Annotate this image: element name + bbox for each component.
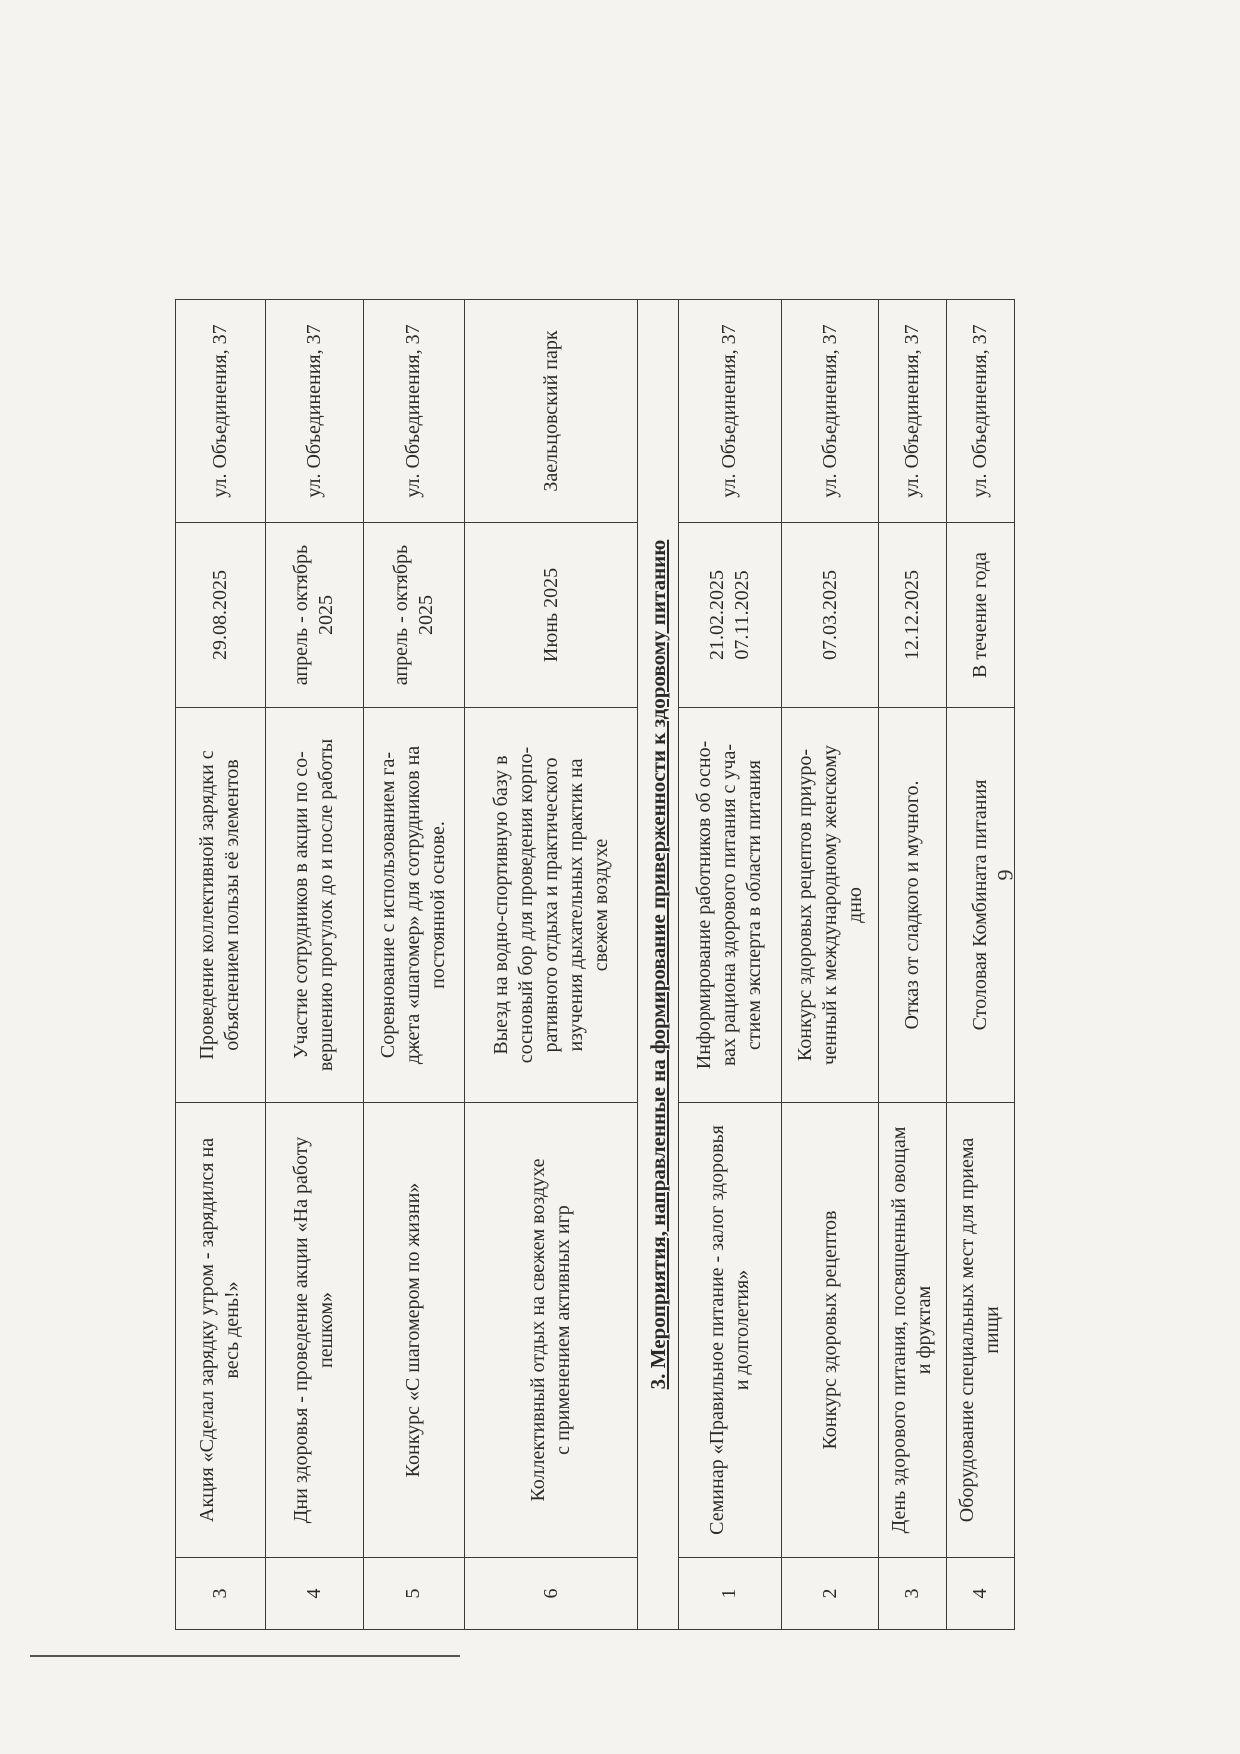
event-name-line: Конкурс «С шагомером по жизни» <box>402 1182 425 1478</box>
event-name-line: весь день!» <box>221 1281 244 1379</box>
event-description <box>363 708 464 1103</box>
event-date-line: 07.11.2025 <box>730 570 753 660</box>
event-name-line: Дни здоровья - проведение акции «На работу <box>290 1136 313 1524</box>
event-description-line: объяснением пользы её элементов <box>221 759 244 1051</box>
event-name-line: пешком» <box>315 1292 338 1368</box>
events-table <box>175 299 1015 1630</box>
event-place: ул. Объединения, 37 <box>265 300 363 523</box>
event-place: ул. Объединения, 37 <box>946 300 1014 523</box>
event-name <box>782 1103 879 1558</box>
event-date-line: 12.12.2025 <box>900 570 923 660</box>
event-name <box>265 1103 363 1558</box>
event-description-line: джета «шагомер» для сотрудников на <box>402 745 425 1065</box>
event-description <box>176 708 266 1103</box>
event-name <box>465 1103 638 1558</box>
event-description-line: ченный к международному женскому <box>818 745 841 1065</box>
table-row <box>176 300 266 1630</box>
event-description-line: Выезд на водно-спортивную базу в <box>489 755 512 1055</box>
event-date-line: В течение года <box>968 552 991 678</box>
event-description <box>782 708 879 1103</box>
table-row <box>363 300 464 1630</box>
event-description-line: стием эксперта в области питания <box>743 760 766 1050</box>
event-date-line: 21.02.2025 <box>705 570 728 660</box>
section-3-title: 3. Мероприятия, направленные на формирование приверженности к здоровому питанию <box>637 300 678 1630</box>
event-description-line: ративного отдыха и практического <box>539 757 562 1053</box>
event-date <box>879 523 947 708</box>
event-description-line: вах рациона здорового питания с уча- <box>718 744 741 1066</box>
event-date <box>782 523 879 708</box>
row-number: 3 <box>176 1558 266 1630</box>
event-description <box>678 708 782 1103</box>
row-number: 3 <box>879 1558 947 1630</box>
event-date <box>946 523 1014 708</box>
event-place: ул. Объединения, 37 <box>363 300 464 523</box>
event-description <box>946 708 1014 1103</box>
table-row <box>782 300 879 1630</box>
event-description-line: Участие сотрудников в акции по со- <box>290 751 313 1059</box>
table-row <box>265 300 363 1630</box>
event-date <box>363 523 464 708</box>
event-description <box>465 708 638 1103</box>
page-number: 9 <box>992 869 1018 881</box>
event-date-line: 29.08.2025 <box>208 570 231 660</box>
row-number: 4 <box>946 1558 1014 1630</box>
event-description <box>265 708 363 1103</box>
event-date <box>265 523 363 708</box>
event-place: ул. Объединения, 37 <box>879 300 947 523</box>
event-description-line: Соревнование с использованием га- <box>377 751 400 1059</box>
event-description-line: дню <box>843 887 866 923</box>
event-name <box>363 1103 464 1558</box>
event-name-line: Коллективный отдых на свежем воздухе <box>527 1158 550 1502</box>
event-name-line: Оборудование специальных мест для приема <box>956 1137 979 1523</box>
event-date-line: Июнь 2025 <box>539 567 562 663</box>
event-date-line: 2025 <box>414 595 437 635</box>
table-row <box>946 300 1014 1630</box>
event-date <box>176 523 266 708</box>
table-row <box>465 300 638 1630</box>
event-description <box>879 708 947 1103</box>
event-name-line: Конкурс здоровых рецептов <box>818 1210 841 1450</box>
event-name-line: Семинар «Правильное питание - залог здоровья <box>705 1125 728 1535</box>
row-number: 2 <box>782 1558 879 1630</box>
event-name <box>176 1103 266 1558</box>
event-name <box>879 1103 947 1558</box>
event-description-line: сосновый бор для проведения корпо- <box>514 746 537 1064</box>
event-description-line: свежем воздухе <box>589 838 612 972</box>
row-number: 1 <box>678 1558 782 1630</box>
event-place: ул. Объединения, 37 <box>782 300 879 523</box>
event-description-line: Конкурс здоровых рецептов приуро- <box>793 748 816 1062</box>
event-place: Заельцовский парк <box>465 300 638 523</box>
event-name-line: Акция «Сделал зарядку утром - зарядился на <box>196 1137 219 1523</box>
event-place: ул. Объединения, 37 <box>678 300 782 523</box>
event-name-line: и долголетия» <box>730 1269 753 1391</box>
event-name-line: День здорового питания, посвященный овощам <box>888 1126 911 1534</box>
event-description-line: изучения дыхательных практик на <box>564 758 587 1052</box>
event-date <box>678 523 782 708</box>
event-description-line: Столовая Комбината питания <box>968 779 991 1031</box>
event-description-line: Информирование работников об осно- <box>693 740 716 1070</box>
event-name <box>946 1103 1014 1558</box>
rotated-page <box>175 300 1015 1630</box>
row-number: 6 <box>465 1558 638 1630</box>
event-description-line: Проведение коллективной зарядки с <box>196 750 219 1060</box>
scan-edge-line <box>30 1655 460 1657</box>
event-description-line: постоянной основе. <box>427 821 450 989</box>
event-date-line: апрель - октябрь <box>389 544 412 686</box>
event-date-line: 07.03.2025 <box>818 570 841 660</box>
table-row <box>678 300 782 1630</box>
event-place: ул. Объединения, 37 <box>176 300 266 523</box>
event-date <box>465 523 638 708</box>
event-date-line: апрель - октябрь <box>290 544 313 686</box>
event-name-line: с применением активных игр <box>552 1205 575 1455</box>
event-name-line: пищи <box>981 1306 1004 1354</box>
event-description-line: Отказ от сладкого и мучного. <box>900 780 923 1030</box>
section-header-row <box>637 300 678 1630</box>
row-number: 5 <box>363 1558 464 1630</box>
event-name-line: и фруктам <box>913 1285 936 1375</box>
table-row <box>879 300 947 1630</box>
event-description-line: вершению прогулок до и после работы <box>315 738 338 1072</box>
event-name <box>678 1103 782 1558</box>
event-date-line: 2025 <box>315 595 338 635</box>
row-number: 4 <box>265 1558 363 1630</box>
